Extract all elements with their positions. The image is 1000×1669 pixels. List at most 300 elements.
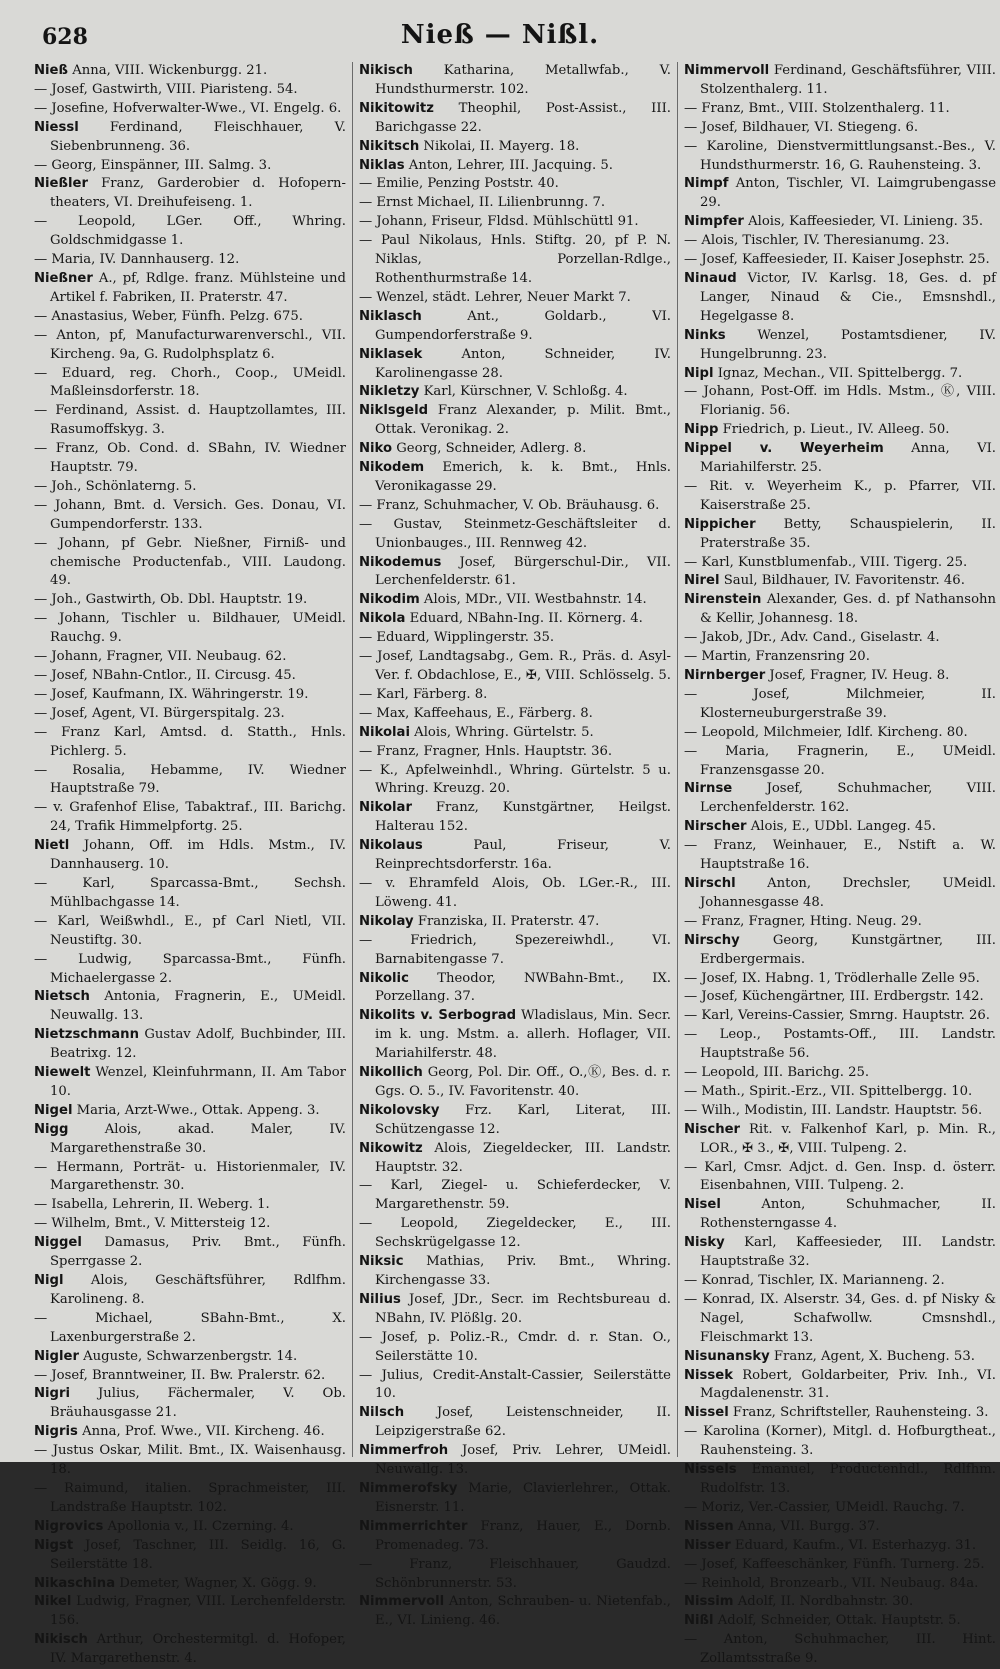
directory-entry	[684, 1234, 996, 1272]
entry-details: Arthur, Orchestermitgl. d. Hofoper, IV. Margarethenstr. 4.	[50, 1632, 346, 1667]
directory-entry	[34, 1102, 346, 1121]
directory-entry	[684, 516, 996, 554]
directory-entry	[359, 1140, 671, 1178]
directory-entry	[359, 1253, 671, 1291]
directory-entry	[359, 705, 671, 724]
entry-details: Theodor, NWBahn-Bmt., IX. Porzellang. 37.	[375, 970, 671, 1005]
entry-surname: Nigri	[34, 1386, 71, 1402]
entry-details: — Karl, Cmsr. Adjct. d. Gen. Insp. d. österr. Eisenbahnen, VIII. Tulpeng. 2.	[684, 1159, 996, 1194]
directory-entry	[359, 516, 671, 554]
entry-surname: Niko	[359, 441, 393, 457]
entry-details: — Karl, Sparcassa-Bmt., Sechsh. Mühlbachgasse 14.	[34, 875, 346, 910]
entry-details: — Emilie, Penzing Poststr. 40.	[359, 176, 559, 192]
entry-details: Franz, Agent, X. Bucheng. 53.	[769, 1348, 975, 1364]
directory-entry	[34, 762, 346, 800]
entry-details: — Wilhelm, Bmt., V. Mittersteig 12.	[34, 1216, 271, 1232]
entry-surname: Nigrovics	[34, 1518, 104, 1534]
directory-entry	[359, 1593, 671, 1631]
directory-entry	[684, 440, 996, 478]
entry-surname: Niessl	[34, 119, 79, 135]
directory-entry	[359, 686, 671, 705]
entry-details: — Jakob, JDr., Adv. Cand., Giselastr. 4.	[684, 630, 940, 646]
entry-surname: Nisel	[684, 1197, 721, 1213]
entry-surname: Nisser	[684, 1537, 731, 1553]
entry-details: — Isabella, Lehrerin, II. Weberg. 1.	[34, 1197, 270, 1213]
entry-details: Katharina, Metallwfab., V. Hundsthurmerstr. 102.	[375, 63, 671, 97]
directory-entry	[684, 1026, 996, 1064]
entry-surname: Nikel	[34, 1594, 72, 1610]
entry-details: Josef, Priv. Lehrer, UMeidl. Neuwallg. 13.	[375, 1443, 671, 1478]
entry-surname: Nirschy	[684, 932, 740, 948]
directory-entry	[359, 213, 671, 232]
directory-entry	[359, 970, 671, 1008]
entry-details: — Franz, Fleischhauer, Gaudzd. Schönbrunnerstr. 53.	[359, 1556, 671, 1591]
page-header	[0, 20, 1000, 60]
entry-surname: Nikolits v. Serbograd	[359, 1008, 517, 1024]
directory-entry	[359, 743, 671, 762]
entry-details: — Anastasius, Weber, Fünfh. Pelzg. 675.	[34, 308, 303, 324]
directory-entry	[34, 1367, 346, 1386]
entry-details: — Josef, Kaufmann, IX. Währingerstr. 19.	[34, 686, 309, 702]
directory-entry	[684, 1593, 996, 1612]
entry-details: — Josef, Branntweiner, II. Bw. Pralerstr. 62.	[34, 1367, 326, 1383]
directory-entry	[359, 1442, 671, 1480]
entry-details: — Georg, Einspänner, III. Salmg. 3.	[34, 157, 272, 173]
entry-details: — v. Ehramfeld Alois, Ob. LGer.-R., III. Löweng. 41.	[359, 875, 671, 910]
entry-details: — Josef, Gastwirth, VIII. Piaristeng. 54.	[34, 81, 298, 97]
entry-details: — Eduard, reg. Chorh., Coop., UMeidl. Maßleinsdorferstr. 18.	[34, 365, 346, 400]
entry-details: Ant., Goldarb., VI. Gumpendorferstraße 9.	[375, 308, 671, 343]
entry-details: Friedrich, p. Lieut., IV. Alleeg. 50.	[718, 422, 950, 438]
entry-details: — K., Apfelweinhdl., Whring. Gürtelstr. 5 u. Whring. Kreuzg. 20.	[359, 762, 671, 797]
entry-details: Anton, Tischler, VI. Laimgrubengasse 29.	[700, 176, 996, 211]
entry-surname: Nissel	[684, 1405, 729, 1421]
entry-details: Alexander, Ges. d. pf Nathansohn & Kellir, Johannesg. 18.	[700, 592, 996, 627]
directory-entry	[34, 591, 346, 610]
directory-entry	[359, 308, 671, 346]
entry-surname: Nietzschmann	[34, 1027, 139, 1043]
directory-entry	[34, 648, 346, 667]
directory-entry	[34, 1159, 346, 1197]
entry-details: — Franz, Schuhmacher, V. Ob. Bräuhausg. 6.	[359, 497, 660, 513]
entry-details: Robert, Goldarbeiter, Priv. Inh., VI. Magdalenenstr. 31.	[700, 1367, 996, 1402]
entry-surname: Nikisch	[34, 1632, 88, 1648]
directory-entry	[359, 138, 671, 157]
entry-details: Franz, Hauer, E., Dornb. Promenadeg. 73.	[375, 1518, 671, 1553]
directory-entry	[684, 780, 996, 818]
entry-details: Alois, E., UDbl. Langeg. 45.	[746, 819, 936, 835]
entry-details: Anton, Lehrer, III. Jacquing. 5.	[404, 157, 613, 173]
entry-details: Alois, Whring. Gürtelstr. 5.	[409, 724, 594, 740]
directory-entry	[34, 1442, 346, 1480]
entry-surname: Nießler	[34, 176, 88, 192]
entry-details: — Josef, Küchengärtner, III. Erdbergstr. 142.	[684, 989, 984, 1005]
directory-entry	[359, 383, 671, 402]
entry-details: — Leopold, III. Barichg. 25.	[684, 1065, 870, 1081]
directory-entry	[34, 1272, 346, 1310]
directory-entry	[684, 100, 996, 119]
entry-surname: Niklsgeld	[359, 403, 429, 419]
directory-entry	[684, 554, 996, 573]
entry-details: Saul, Bildhauer, IV. Favoritenstr. 46.	[719, 573, 965, 589]
entry-details: — Franz, Bmt., VIII. Stolzenthalerg. 11.	[684, 100, 950, 116]
entry-details: Antonia, Fragnerin, E., UMeidl. Neuwallg. 13.	[50, 989, 346, 1024]
directory-entry	[684, 62, 996, 100]
entry-details: Mathias, Priv. Bmt., Whring. Kirchengasse 33.	[375, 1254, 671, 1288]
directory-entry	[684, 232, 996, 251]
entry-details: Ferdinand, Fleischhauer, V. Siebenbrunneng. 36.	[50, 119, 346, 154]
entry-details: — Anton, pf, Manufacturwarenverschl., VII. Kircheng. 9a, G. Rudolphsplatz 6.	[34, 327, 346, 362]
entry-surname: Nießner	[34, 270, 93, 286]
directory-entry	[34, 1385, 346, 1423]
entry-details: Anton, Drechsler, UMeidl. Johannesgasse 48.	[700, 875, 996, 910]
entry-surname: Nimmervoll	[359, 1594, 445, 1610]
directory-entry	[34, 119, 346, 157]
entry-details: Julius, Fächermaler, V. Ob. Bräuhausgasse 21.	[50, 1386, 346, 1421]
entry-details: Anna, VIII. Wickenburgg. 21.	[68, 63, 268, 78]
entry-details: Alois, Geschäftsführer, Rdlfhm. Karolineng. 8.	[50, 1273, 346, 1307]
entry-details: Franz, Kunstgärtner, Heilgst. Halterau 152.	[375, 800, 671, 835]
directory-entry	[684, 932, 996, 970]
entry-details: — Josef, Agent, VI. Bürgerspitalg. 23.	[34, 705, 285, 721]
entry-details: Karl, Kürschner, V. Schloßg. 4.	[419, 384, 628, 400]
directory-entry	[34, 1537, 346, 1575]
entry-surname: Nippicher	[684, 516, 756, 532]
directory-entry	[684, 251, 996, 270]
directory-entry	[359, 913, 671, 932]
directory-entry	[684, 1291, 996, 1348]
entry-details: Anna, VII. Burgg. 37.	[733, 1518, 880, 1534]
entry-surname: Nigel	[34, 1102, 73, 1118]
entry-surname: Nirnse	[684, 781, 733, 797]
entry-surname: Nikletzy	[359, 384, 420, 400]
entry-details: Franziska, II. Praterstr. 47.	[413, 913, 600, 929]
directory-entry	[359, 1518, 671, 1556]
entry-details: Frz. Karl, Literat, III. Schützengasse 12.	[375, 1102, 671, 1137]
entry-surname: Nikowitz	[359, 1140, 423, 1156]
directory-entry	[34, 1215, 346, 1234]
entry-details: Anton, Schrauben- u. Nietenfab., E., VI. Linieng. 46.	[375, 1594, 671, 1629]
entry-surname: Nippel v. Weyerheim	[684, 441, 884, 457]
directory-entry	[684, 383, 996, 421]
entry-details: — Karoline, Dienstvermittlungsanst.-Bes., V. Hundsthurmerstr. 16, G. Rauhensteing. 3.	[684, 138, 996, 173]
directory-entry	[34, 402, 346, 440]
entry-surname: Nipp	[684, 422, 719, 438]
directory-entry	[359, 1102, 671, 1140]
directory-entry	[684, 837, 996, 875]
entry-details: Franz, Garderobier d. Hofopern-theaters, VI. Dreihufeiseng. 1.	[50, 176, 346, 211]
directory-entry	[34, 1593, 346, 1631]
directory-entry	[684, 743, 996, 781]
directory-entry	[34, 875, 346, 913]
directory-entry	[359, 459, 671, 497]
directory-entry	[684, 1556, 996, 1575]
directory-entry	[359, 837, 671, 875]
entry-details: — Franz, Fragner, Hnls. Hauptstr. 36.	[359, 743, 613, 759]
entry-details: — Josef, IX. Habng. 1, Trödlerhalle Zelle 95.	[684, 970, 980, 986]
directory-entry	[34, 799, 346, 837]
directory-entry	[34, 1348, 346, 1367]
directory-entry	[684, 365, 996, 384]
directory-entry	[359, 346, 671, 384]
directory-entry	[359, 1556, 671, 1594]
directory-entry	[359, 648, 671, 686]
entry-details: — Leopold, LGer. Off., Whring. Goldschmidgasse 1.	[34, 214, 346, 249]
entry-details: Josef, JDr., Secr. im Rechtsbureau d. NBahn, IV. Plößlg. 20.	[375, 1291, 671, 1326]
directory-entry	[359, 629, 671, 648]
entry-details: Apollonia v., II. Czerning. 4.	[103, 1518, 294, 1534]
entry-surname: Nimmerfroh	[359, 1443, 449, 1459]
entry-details: — Franz Karl, Amtsd. d. Statth., Hnls. Pichlerg. 5.	[34, 724, 346, 759]
entry-details: — Alois, Tischler, IV. Theresianumg. 23.	[684, 233, 950, 249]
directory-entry	[34, 251, 346, 270]
entry-surname: Nilius	[359, 1291, 401, 1307]
entry-details: — Konrad, Tischler, IX. Marianneng. 2.	[684, 1273, 945, 1288]
entry-details: Georg, Pol. Dir. Off., O.,Ⓚ, Bes. d. r. Ggs. O. 5., IV. Favoritenstr. 40.	[375, 1065, 671, 1099]
page-number: 628	[42, 24, 88, 50]
entry-surname: Nissim	[684, 1594, 734, 1610]
entry-details: Alois, Ziegeldecker, III. Landstr. Hauptstr. 32.	[375, 1140, 671, 1175]
entry-surname: Nigl	[34, 1273, 64, 1288]
entry-surname: Niewelt	[34, 1065, 91, 1081]
entry-details: — Hermann, Porträt- u. Historienmaler, IV. Margarethenstr. 30.	[34, 1159, 346, 1194]
entry-surname: Nikolic	[359, 970, 409, 986]
directory-entry	[684, 913, 996, 932]
entry-details: Ferdinand, Geschäftsführer, VIII. Stolzenthalerg. 11.	[700, 63, 996, 97]
entry-surname: Niklas	[359, 157, 405, 173]
entry-details: — Josef, NBahn-Cntlor., II. Circusg. 45.	[34, 668, 296, 683]
entry-surname: Nieß	[34, 63, 68, 78]
entry-surname: Nissek	[684, 1367, 733, 1383]
directory-entry	[359, 1367, 671, 1405]
entry-details: Maria, Arzt-Wwe., Ottak. Appeng. 3.	[72, 1102, 320, 1118]
directory-entry	[34, 308, 346, 327]
directory-entry	[684, 1575, 996, 1594]
entry-details: Josef, Fragner, IV. Heug. 8.	[765, 668, 950, 683]
entry-details: Nikolai, II. Mayerg. 18.	[419, 138, 580, 154]
directory-entry	[684, 1461, 996, 1499]
entry-details: Adolf, II. Nordbahnstr. 30.	[733, 1594, 914, 1610]
directory-entry	[684, 1404, 996, 1423]
entry-details: Josef, Taschner, III. Seidlg. 16, G. Seilerstätte 18.	[50, 1537, 346, 1572]
directory-entry	[684, 421, 996, 440]
directory-entry	[34, 988, 346, 1026]
entry-details: Georg, Kunstgärtner, III. Erdbergermais.	[700, 932, 996, 967]
entry-surname: Nimmerrichter	[359, 1518, 468, 1534]
directory-entry	[359, 762, 671, 800]
entry-details: — Moriz, Ver.-Cassier, UMeidl. Rauchg. 7.	[684, 1499, 965, 1515]
entry-surname: Nirscher	[684, 819, 747, 835]
entry-details: — Rosalia, Hebamme, IV. Wiedner Hauptstraße 79.	[34, 762, 346, 797]
directory-entry	[34, 327, 346, 365]
directory-entry	[359, 440, 671, 459]
directory-entry	[359, 1064, 671, 1102]
entry-details: — Leop., Postamts-Off., III. Landstr. Hauptstraße 56.	[684, 1027, 996, 1062]
entry-details: — Karl, Ziegel- u. Schieferdecker, V. Margarethenstr. 59.	[359, 1178, 671, 1213]
directory-entry	[684, 1121, 996, 1159]
entry-details: — Josef, Kaffeeschänker, Fünfh. Turnerg. 25.	[684, 1556, 985, 1572]
entry-details: — Raimund, italien. Sprachmeister, III. Landstraße Hauptstr. 102.	[34, 1480, 346, 1515]
directory-entry	[359, 799, 671, 837]
entry-surname: Nimmervoll	[684, 63, 770, 78]
entry-details: Wladislaus, Min. Secr. im k. ung. Mstm. a. allerh. Hoflager, VII. Mariahilferstr. 48.	[375, 1008, 671, 1062]
directory-entry	[34, 1196, 346, 1215]
entry-details: — Josef, Milchmeier, II. Klosterneuburgerstraße 39.	[684, 686, 996, 721]
entry-surname: Niggel	[34, 1235, 82, 1251]
entry-details: — Karl, Kunstblumenfab., VIII. Tigerg. 25.	[684, 554, 968, 570]
entry-surname: Nisunansky	[684, 1348, 770, 1364]
entry-details: — Ludwig, Sparcassa-Bmt., Fünfh. Michaelergasse 2.	[34, 951, 346, 986]
directory-entry	[684, 1537, 996, 1556]
directory-entry	[34, 724, 346, 762]
entry-details: Wenzel, Kleinfuhrmann, II. Am Tabor 10.	[50, 1065, 346, 1099]
entry-surname: Niklasek	[359, 346, 423, 362]
entry-details: — Johann, Fragner, VII. Neubaug. 62.	[34, 649, 287, 665]
entry-surname: Niklasch	[359, 308, 422, 324]
directory-entry	[684, 1196, 996, 1234]
directory-entry	[359, 875, 671, 913]
directory-entry	[34, 1518, 346, 1537]
directory-entry	[684, 1064, 996, 1083]
directory-entry	[684, 1612, 996, 1631]
entry-details: Demeter, Wagner, X. Gögg. 9.	[115, 1575, 317, 1591]
entry-details: — Leopold, Ziegeldecker, E., III. Sechskrügelgasse 12.	[359, 1216, 671, 1251]
column-1	[34, 62, 346, 1667]
directory-entry	[684, 138, 996, 176]
entry-details: — Johann, Bmt. d. Versich. Ges. Donau, VI. Gumpendorferstr. 133.	[34, 497, 346, 532]
entry-details: Rit. v. Falkenhof Karl, p. Min. R., LOR., ✠ 3., ✠, VIII. Tulpeng. 2.	[700, 1121, 996, 1156]
directory-entry	[34, 157, 346, 176]
entry-surname: Nipl	[684, 365, 714, 381]
directory-entry	[684, 119, 996, 138]
entry-surname: Nikitsch	[359, 138, 420, 154]
directory-entry	[34, 535, 346, 592]
directory-entry	[359, 1480, 671, 1518]
entry-surname: Nikolovsky	[359, 1102, 440, 1118]
entry-details: A., pf, Rdlge. franz. Mühlsteine und Artikel f. Fabriken, II. Praterstr. 47.	[50, 270, 346, 305]
directory-entry	[359, 497, 671, 516]
entry-details: Eduard, NBahn-Ing. II. Körnerg. 4.	[405, 611, 643, 627]
directory-entry	[34, 1121, 346, 1159]
entry-surname: Nikollich	[359, 1065, 423, 1081]
entry-details: — Leopold, Milchmeier, Idlf. Kircheng. 80.	[684, 724, 968, 740]
entry-details: Ignaz, Mechan., VII. Spittelbergg. 7.	[713, 365, 963, 381]
entry-surname: Nigris	[34, 1424, 78, 1440]
entry-details: Emanuel, Productenhdl., Rdlfhm. Rudolfstr. 13.	[700, 1462, 996, 1496]
entry-details: — Martin, Franzensring 20.	[684, 649, 870, 665]
entry-details: — Karl, Weißwhdl., E., pf Carl Nietl, VII. Neustiftg. 30.	[34, 913, 346, 948]
directory-entry	[359, 175, 671, 194]
directory-entry	[359, 1404, 671, 1442]
entry-details: Georg, Schneider, Adlerg. 8.	[392, 441, 587, 457]
directory-entry	[34, 1631, 346, 1669]
entry-surname: Nirenstein	[684, 592, 762, 608]
entry-surname: Nigler	[34, 1348, 79, 1364]
directory-entry	[359, 610, 671, 629]
entry-details: Franz Alexander, p. Milit. Bmt., Ottak. Veronikag. 2.	[375, 403, 671, 438]
directory-entry	[359, 194, 671, 213]
entry-details: Anton, Schuhmacher, II. Rothensterngasse 4.	[700, 1197, 996, 1232]
directory-entry	[359, 1007, 671, 1064]
directory-entry	[684, 875, 996, 913]
directory-entry	[684, 1007, 996, 1026]
directory-entry	[359, 1291, 671, 1329]
entry-details: Betty, Schauspielerin, II. Praterstraße 35.	[700, 516, 996, 551]
directory-entry	[359, 724, 671, 743]
entry-details: Gustav Adolf, Buchbinder, III. Beatrixg. 12.	[50, 1027, 346, 1062]
column-3	[677, 62, 996, 1667]
entry-surname: Nikola	[359, 611, 406, 627]
directory-entry	[359, 100, 671, 138]
directory-entry	[684, 270, 996, 327]
directory-entry	[684, 591, 996, 629]
directory-entry	[684, 1499, 996, 1518]
entry-surname: Nirel	[684, 573, 720, 589]
directory-entry	[359, 554, 671, 592]
entry-surname: Nigst	[34, 1537, 74, 1553]
directory-entry	[684, 1348, 996, 1367]
entry-details: — Ferdinand, Assist. d. Hauptzollamtes, III. Rasumoffskyg. 3.	[34, 403, 346, 438]
entry-details: Paul, Friseur, V. Reinprechtsdorferstr. 16a.	[375, 838, 671, 873]
directory-entry	[684, 988, 996, 1007]
entry-details: — Konrad, IX. Alserstr. 34, Ges. d. pf Nisky & Nagel, Schafwollw. Cmsnshdl., Fleischmarkt 13.	[684, 1291, 996, 1345]
entry-details: — Johann, Post-Off. im Hdls. Mstm., Ⓚ, VIII. Florianig. 56.	[684, 384, 996, 419]
directory-entry	[684, 686, 996, 724]
directory-entry	[684, 1083, 996, 1102]
directory-entry	[359, 289, 671, 308]
entry-details: — Reinhold, Bronzearb., VII. Neubaug. 84a.	[684, 1575, 979, 1591]
entry-details: Franz, Schriftsteller, Rauhensteing. 3.	[728, 1405, 989, 1421]
entry-surname: Ninks	[684, 327, 726, 343]
entry-details: — Karl, Vereins-Cassier, Smrng. Hauptstr. 26.	[684, 1008, 990, 1024]
entry-details: — Gustav, Steinmetz-Geschäftsleiter d. Unionbauges., III. Rennweg 42.	[359, 516, 671, 551]
entry-details: — Anton, Schuhmacher, III. Hint. Zollamtsstraße 9.	[684, 1632, 996, 1667]
entry-surname: Nikolai	[359, 724, 410, 740]
entry-details: — Ernst Michael, II. Lilienbrunng. 7.	[359, 195, 606, 211]
entry-details: — Karolina (Korner), Mitgl. d. Hofburgtheat., Rauhensteing. 3.	[684, 1424, 996, 1459]
directory-entry	[34, 1575, 346, 1594]
directory-entry	[684, 1631, 996, 1669]
directory-entry	[34, 213, 346, 251]
entry-details: — Josef, Landtagsabg., Gem. R., Präs. d. Asyl-Ver. f. Obdachlose, E., ✠, VIII. Schlösselg. 5.	[359, 649, 671, 683]
entry-details: — Julius, Credit-Anstalt-Cassier, Seilerstätte 10.	[359, 1367, 671, 1402]
entry-details: — Wilh., Modistin, III. Landstr. Hauptstr. 56.	[684, 1102, 983, 1118]
directory-entry	[34, 1026, 346, 1064]
directory-entry	[684, 648, 996, 667]
directory-entry	[34, 1234, 346, 1272]
directory-entry	[34, 837, 346, 875]
directory-entry	[34, 1064, 346, 1102]
entry-details: Alois, MDr., VII. Westbahnstr. 14.	[419, 592, 647, 608]
directory-entry	[34, 365, 346, 403]
entry-surname: Nimmerofsky	[359, 1480, 458, 1496]
directory-entry	[684, 1367, 996, 1405]
entry-details: Johann, Off. im Hdls. Mstm., IV. Dannhauserg. 10.	[50, 838, 346, 873]
entry-details: — Johann, Tischler u. Bildhauer, UMeidl. Rauchg. 9.	[34, 611, 346, 646]
entry-surname: Ninaud	[684, 270, 737, 286]
directory-entry	[34, 175, 346, 213]
entry-details: Josef, Leistenschneider, II. Leipzigerstraße 62.	[375, 1405, 671, 1440]
entry-surname: Nimpf	[684, 176, 729, 192]
entry-details: — Franz, Weinhauer, E., Nstift a. W. Hauptstraße 16.	[684, 838, 996, 873]
entry-surname: Nikolaus	[359, 838, 423, 854]
directory-entry	[359, 157, 671, 176]
entry-details: — Maria, IV. Dannhauserg. 12.	[34, 252, 240, 268]
directory-entry	[359, 932, 671, 970]
entry-details: — Josef, Bildhauer, VI. Stiegeng. 6.	[684, 119, 919, 135]
entry-surname: Nissels	[684, 1462, 737, 1478]
directory-entry	[34, 705, 346, 724]
